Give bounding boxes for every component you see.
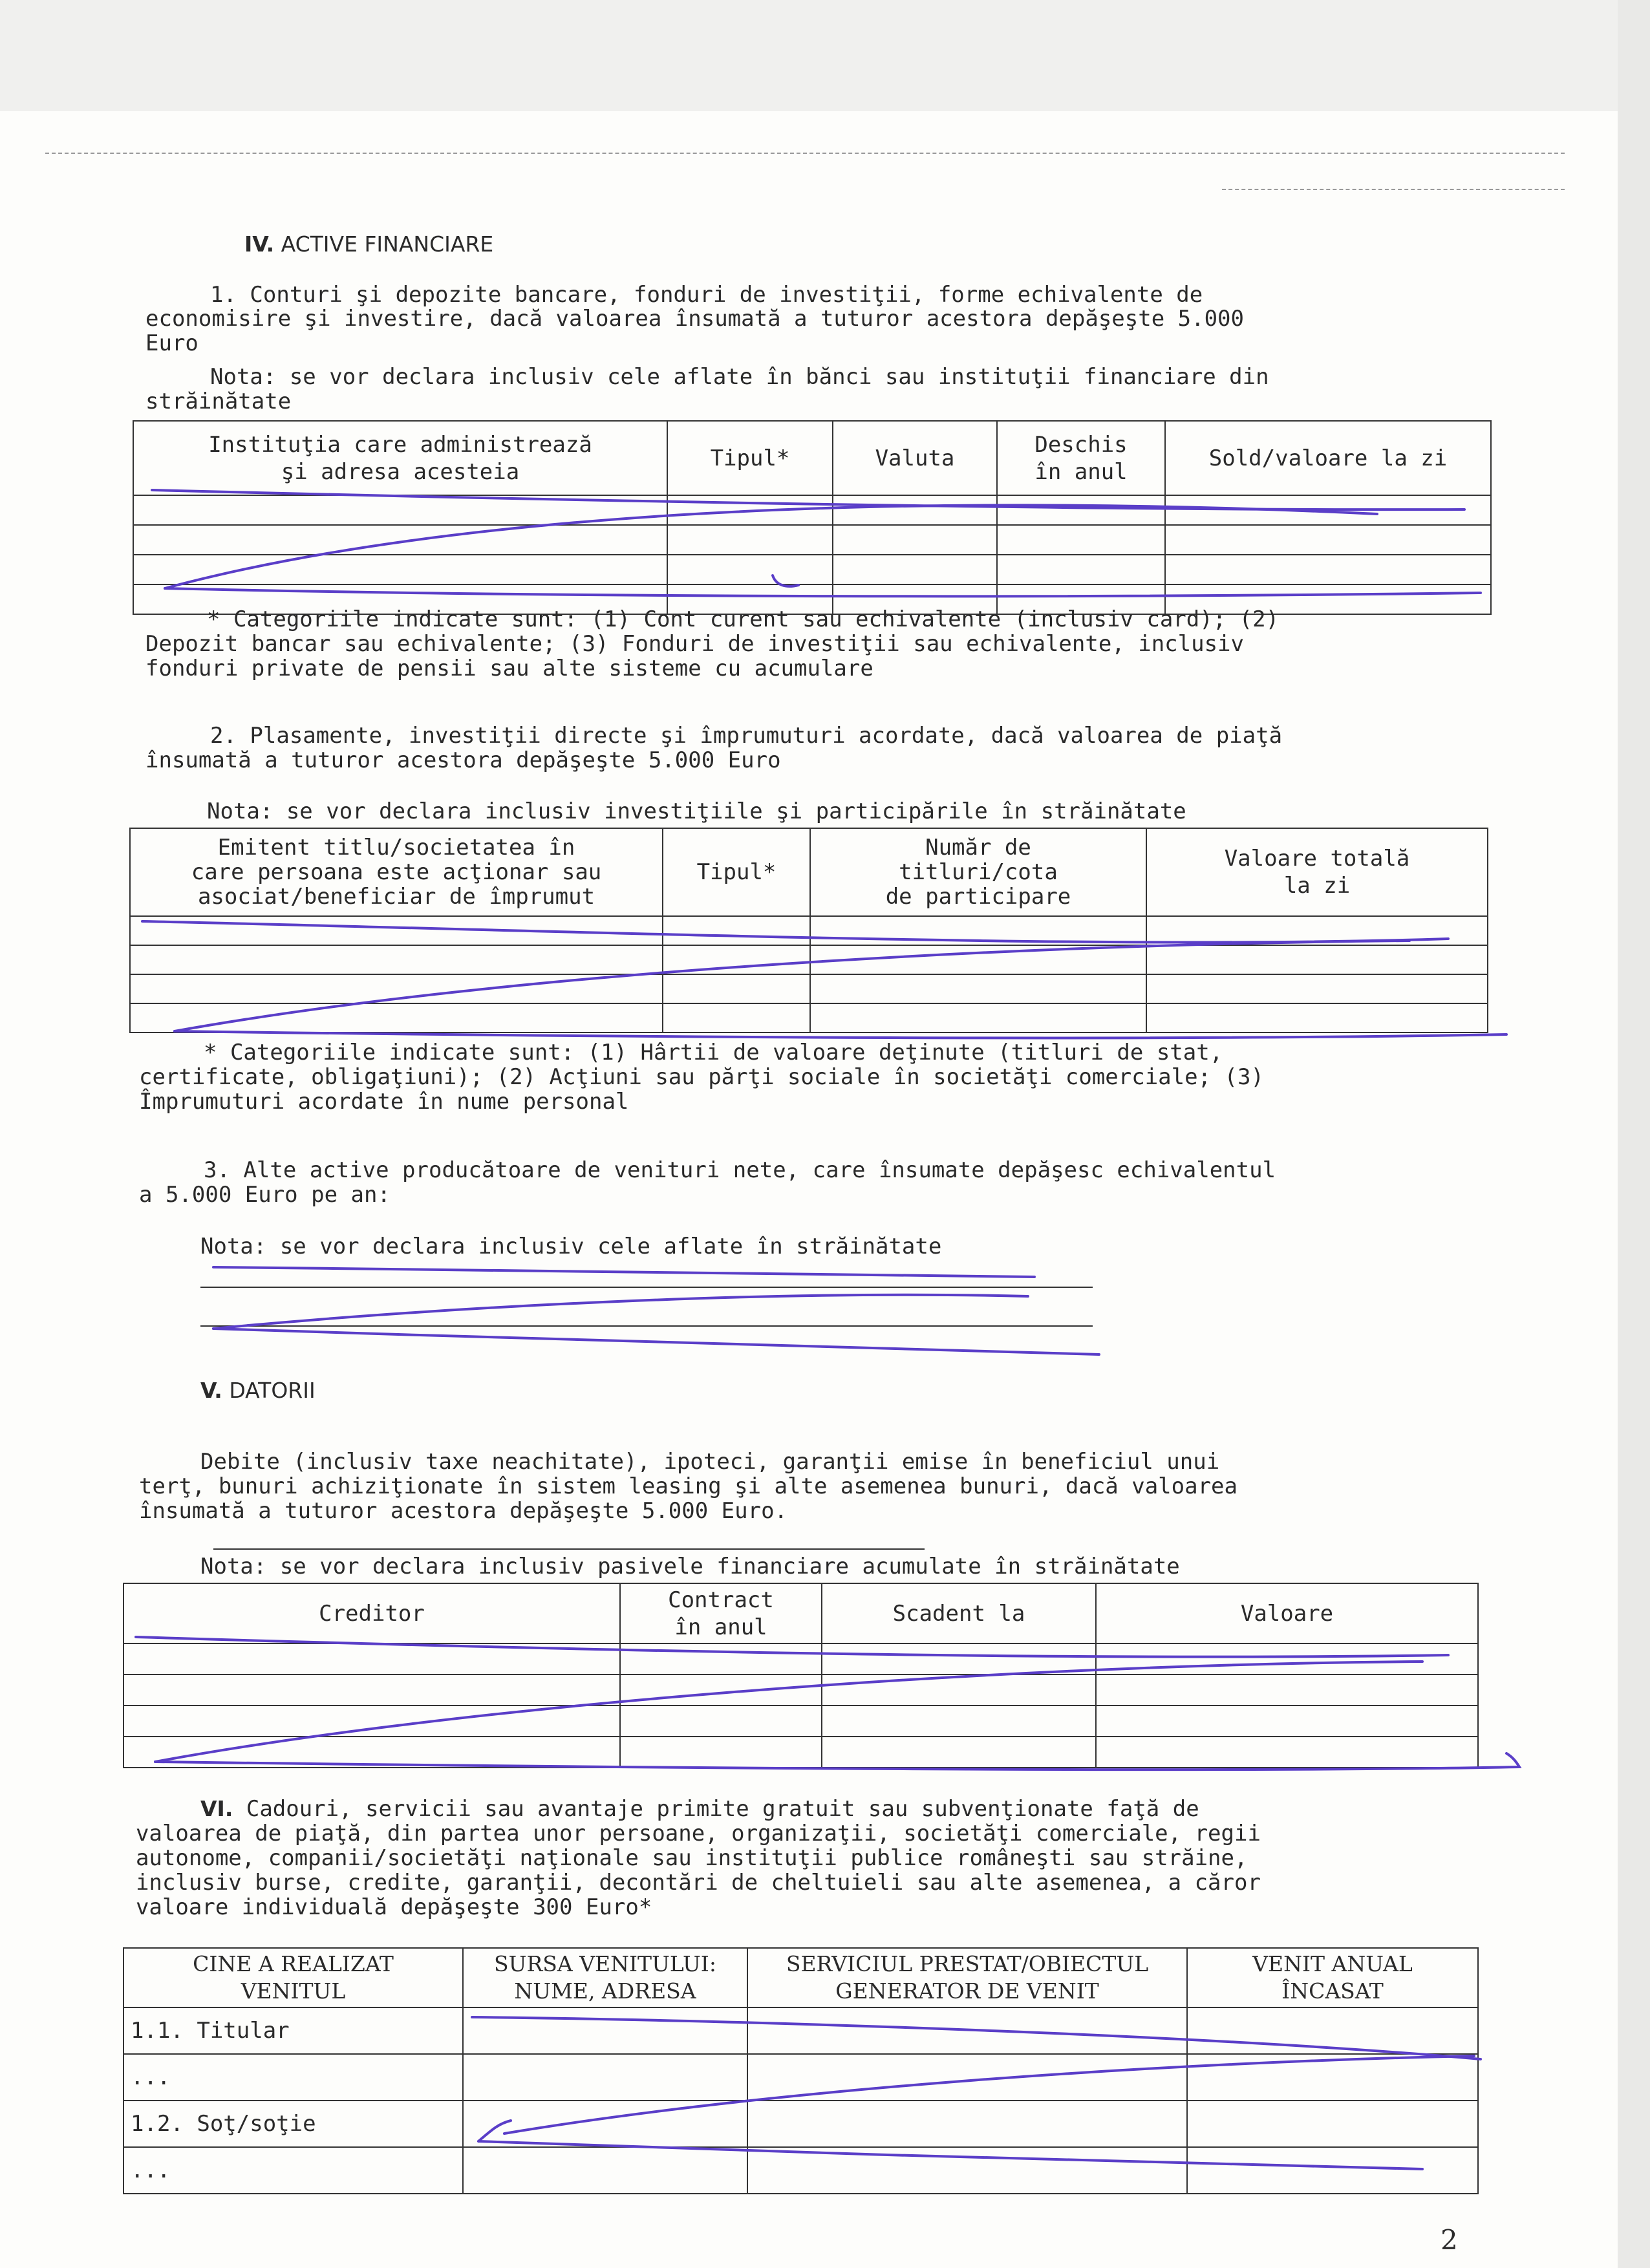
footnote-line: Depozit bancar sau echivalente; (3) Fonduri de investiţii sau echivalente, inclusiv (145, 631, 1244, 657)
table-row (123, 2054, 1478, 2101)
text-line: însumată a tuturor acestora depăşeşte 5.000 Euro (145, 747, 781, 773)
text-line: valoare individuală depăşeşte 300 Euro* (136, 1894, 652, 1920)
text-line: 1. Conturi şi depozite bancare, fonduri de investiţii, forme echivalente de (210, 282, 1203, 308)
debts-table (123, 1583, 1479, 1768)
col-header: Valoare totală la zi (1146, 828, 1488, 916)
table-row (130, 1003, 1488, 1032)
row-label: 1.1. Titular (123, 2007, 463, 2054)
col-header: Tipul* (667, 421, 833, 495)
fold-line (45, 153, 1565, 154)
col-header: Scadent la (822, 1583, 1096, 1643)
col-header: Emitent titlu/societatea în care persoana este acţionar sau asociat/beneficiar de împrumut (130, 828, 663, 916)
page-number: 2 (1441, 2224, 1458, 2256)
col-header: SURSA VENITULUI: NUME, ADRESA (463, 1948, 747, 2007)
table-row (130, 945, 1488, 974)
row-label: ... (123, 2054, 463, 2101)
footnote-line: * Categoriile indicate sunt: (1) Hârtii de valoare deţinute (titluri de stat, (204, 1040, 1223, 1065)
text-line: autonome, companii/societăţi naţionale sau instituţii publice româneşti sau străine, (136, 1845, 1248, 1871)
note-line: Nota: se vor declara inclusiv cele aflate în bănci sau instituţii financiare din (210, 364, 1269, 390)
col-header: Deschis în anul (997, 421, 1165, 495)
text-line: a 5.000 Euro pe an: (139, 1182, 391, 1208)
table-row (133, 525, 1491, 555)
note-line: Nota: se vor declara inclusiv investiţiile şi participările în străinătate (207, 798, 1186, 824)
text-line: 2. Plasamente, investiţii directe şi împrumuturi acordate, dacă valoarea de piaţă (210, 723, 1283, 749)
col-header: Instituţia care administrează şi adresa acesteia (133, 421, 667, 495)
table-row (133, 555, 1491, 584)
table-row (123, 1737, 1478, 1768)
table-row (123, 1643, 1478, 1674)
bank-accounts-table (133, 420, 1492, 615)
row-label: ... (123, 2147, 463, 2194)
text-line: valoarea de piaţă, din partea unor persoane, organizaţii, societăţi comerciale, regii (136, 1821, 1261, 1846)
text-line: însumată a tuturor acestora depăşeşte 5.000 Euro. (139, 1498, 788, 1524)
blank-line (200, 1325, 1093, 1327)
col-header: Sold/valoare la zi (1165, 421, 1491, 495)
table-row (123, 2007, 1478, 2054)
col-header: Tipul* (663, 828, 810, 916)
col-header: CINE A REALIZAT VENITUL (123, 1948, 463, 2007)
investments-table (129, 828, 1488, 1033)
col-header: Valoare (1096, 1583, 1478, 1643)
col-header: Creditor (123, 1583, 620, 1643)
strike-line (213, 1548, 925, 1550)
note-line: străinătate (145, 389, 292, 414)
scan-background-right (1618, 0, 1650, 2268)
scan-background-top (0, 0, 1650, 113)
text-line: economisire şi investire, dacă valoarea însumată a tuturor acestora depăşeşte 5.000 (145, 306, 1244, 332)
text-line: Debite (inclusiv taxe neachitate), ipoteci, garanţii emise în beneficiul unui (200, 1449, 1220, 1475)
note-line: Nota: se vor declara inclusiv cele aflate în străinătate (200, 1234, 942, 1259)
col-header: Număr de titluri/cota de participare (810, 828, 1146, 916)
table-row (133, 495, 1491, 525)
text-line: inclusiv burse, credite, garanţii, decontări de cheltuieli sau alte asemenea, a căror (136, 1870, 1261, 1896)
footnote-line: certificate, obligaţiuni); (2) Acţiuni sau părţi sociale în societăţi comerciale; (3) (139, 1064, 1264, 1090)
fold-line (1222, 189, 1565, 190)
col-header: SERVICIUL PRESTAT/OBIECTUL GENERATOR DE VENIT (747, 1948, 1187, 2007)
section-v-title: V. DATORII (200, 1378, 316, 1403)
table-row (130, 916, 1488, 945)
footnote-line: Împrumuturi acordate în nume personal (139, 1089, 629, 1115)
table-row (123, 1706, 1478, 1737)
col-header: Valuta (833, 421, 997, 495)
blank-line (200, 1287, 1093, 1288)
col-header: VENIT ANUAL ÎNCASAT (1187, 1948, 1478, 2007)
table-row (130, 974, 1488, 1003)
footnote-line: fonduri private de pensii sau alte sisteme cu acumulare (145, 656, 873, 681)
table-row (123, 1674, 1478, 1706)
gifts-table (123, 1947, 1479, 2194)
section-iv-title: IV. ACTIVE FINANCIARE (244, 231, 494, 257)
section-vi-line: VI. Cadouri, servicii sau avantaje primite gratuit sau subvenţionate faţă de (200, 1796, 1199, 1822)
note-line: Nota: se vor declara inclusiv pasivele financiare acumulate în străinătate (200, 1554, 1180, 1579)
row-label: 1.2. Soţ/soţie (123, 2101, 463, 2147)
text-line: 3. Alte active producătoare de venituri nete, care însumate depăşesc echivalentul (204, 1157, 1276, 1183)
footnote-line: * Categoriile indicate sunt: (1) Cont curent sau echivalente (inclusiv card); (2) (207, 606, 1280, 632)
table-row (123, 2147, 1478, 2194)
table-row (123, 2101, 1478, 2147)
text-line: terţ, bunuri achiziţionate în sistem leasing şi alte asemenea bunuri, dacă valoarea (139, 1473, 1238, 1499)
text-line: Euro (145, 330, 198, 356)
col-header: Contract în anul (620, 1583, 822, 1643)
